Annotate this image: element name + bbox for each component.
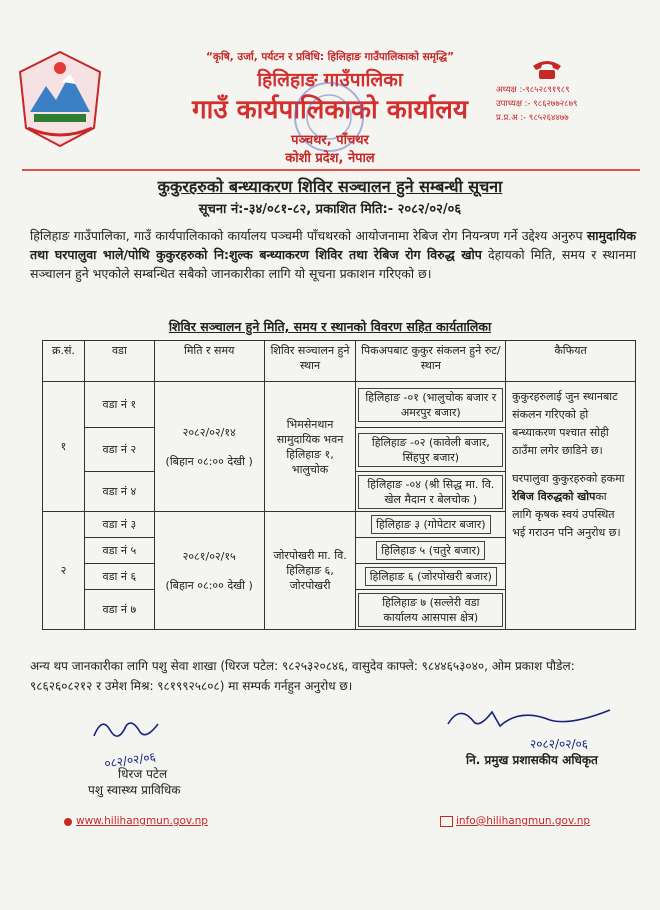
- district-line: पञ्चथर, पाँचथर: [291, 133, 369, 148]
- group-2-time: (बिहान ०८:०० देखी ): [165, 578, 253, 592]
- group-1-date-time: [154, 382, 264, 512]
- remarks-cell: [506, 382, 636, 630]
- route-label: हिलिहाङ -०४ (श्री सिद्ध मा. वि. खेल मैदान र बेलचोक ): [358, 475, 503, 509]
- cao-contact: प्र.प्र.अ :- ९८५२६४४७७: [496, 113, 569, 123]
- header-sn: क्र.सं.: [43, 341, 85, 382]
- route-cell: [356, 382, 506, 428]
- province-line: कोशी प्रदेश, नेपाल: [285, 151, 375, 166]
- route-label: हिलिहाङ ७ (सल्लेरी वडा कार्यालय आसपास क्षेत्र): [358, 593, 503, 627]
- route-label: हिलिहाङ ६ (जोरपोखरी बजार): [365, 567, 497, 586]
- group-1-sn: १: [43, 382, 85, 512]
- group-2-date: २०८१/०२/१५: [182, 549, 236, 563]
- ward-cell: वडा नं ५: [84, 538, 154, 564]
- table-header-row: [43, 341, 636, 382]
- route-label: हिलिहाङ ३ (गोपेटार बजार): [371, 515, 490, 534]
- notice-body: [30, 226, 636, 283]
- group-1-time: (बिहान ०८:०० देखी ): [165, 454, 253, 468]
- remarks-vaccine-highlight: रेबिज विरुद्धको खोप: [512, 490, 596, 503]
- mail-icon: [440, 816, 453, 827]
- route-cell: [356, 538, 506, 564]
- remarks-return-note: कुकुरहरुलाई जुन स्थानबाट संकलन गरिएको हो बन्ध्याकरण पश्चात सोही ठाउँमा लगेर छाडिने छ।: [512, 390, 618, 457]
- left-signature-block: [88, 712, 188, 798]
- group-1-date: २०८२/०२/१४: [182, 425, 236, 439]
- tagline: “कृषि, उर्जा, पर्यटन र प्रविधि: हिलिहाङ गाउँपालिकाको समृद्धि”: [206, 51, 454, 63]
- web-icon: [64, 818, 72, 826]
- ward-cell: वडा नं १: [84, 382, 154, 428]
- route-cell: [356, 590, 506, 630]
- ward-cell: वडा नं २: [84, 428, 154, 472]
- ward-cell: वडा नं ४: [84, 472, 154, 512]
- header-venue: शिविर सञ्चालन हुने स्थान: [264, 341, 356, 382]
- left-signature-date: ०८२/०२/०६: [103, 749, 157, 771]
- right-signature-date: २०८२/०२/०६: [530, 737, 589, 751]
- route-cell: [356, 512, 506, 538]
- header-date-time: मिति र समय: [154, 341, 264, 382]
- header-divider: [22, 169, 640, 171]
- ward-cell: वडा नं ७: [84, 590, 154, 630]
- ward-cell: वडा नं ३: [84, 512, 154, 538]
- notice-body-end: देहायको मिति, समय र स्थानमा सञ्चालन हुने भएकोले सम्बन्धित सबैको जानकारीका लागि यो सूचना प्रकाशन गरिएको छ।: [30, 247, 637, 281]
- chair-contact: अध्यक्ष :-९८५२८९१९८९: [496, 85, 570, 95]
- group-2-sn: २: [43, 512, 85, 630]
- phone-icon: [530, 58, 564, 80]
- table-row: [43, 382, 636, 428]
- left-signature: [88, 712, 188, 746]
- contact-note: अन्य थप जानकारीका लागि पशु सेवा शाखा (धिरज पटेल: ९८२५३२०८४६, वासुदेव काफ्ले: ९८४४६५३०४०, ओम प्रकाश पौडेल: ९८६२६०८२१२ र उमेश मिश्र: ९८१९९२५८०८) मा सम्पर्क गर्नहुन अनुरोध छ।: [30, 659, 575, 693]
- header-ward: वडा: [84, 341, 154, 382]
- left-signer-title: पशु स्वास्थ्य प्राविधिक: [88, 783, 181, 797]
- route-cell: [356, 472, 506, 512]
- right-signer-title: नि. प्रमुख प्रशासकीय अधिकृत: [466, 753, 598, 767]
- email-link[interactable]: info@hilihangmun.gov.np: [456, 815, 591, 827]
- group-2-date-time: [154, 512, 264, 630]
- route-cell: [356, 428, 506, 472]
- ward-cell: वडा नं ६: [84, 564, 154, 590]
- notice-body-highlight: सामुदायिक तथा घरपालुवा भाले/पोथि कुकुरहरुको नि:शुल्क बन्ध्याकरण शिविर तथा रेबिज रोग विरुद्ध खोप: [30, 228, 636, 262]
- notice-title: कुकुरहरुको बन्ध्याकरण शिविर सञ्चालन हुने सम्बन्धी सूचना: [157, 177, 503, 196]
- schedule-caption: शिविर सञ्चालन हुने मिति, समय र स्थानको विवरण सहित कार्यतालिका: [168, 319, 492, 334]
- office-name: गाउँ कार्यपालिकाको कार्यालय: [192, 95, 468, 125]
- contact-numbers: [496, 83, 577, 125]
- route-label: हिलिहाङ -०१ (भालुचोक बजार र अमरपुर बजार): [358, 388, 503, 422]
- left-signer-name: धिरज पटेल: [118, 767, 168, 781]
- route-label: हिलिहाङ -०२ (कावेली बजार, सिंहपुर बजार): [358, 433, 503, 467]
- group-1-venue: भिमसेनथान सामुदायिक भवन हिलिहाङ १, भालुचोक: [264, 382, 356, 512]
- remarks-vaccine-end: का लागि कृषक स्वयं उपस्थित भई गराउन पनि अनुरोध छ।: [512, 490, 621, 539]
- group-2-venue: जोरपोखरी मा. वि. हिलिहाङ ६, जोरपोखरी: [264, 512, 356, 630]
- notice-body-start: हिलिहाङ गाउँपालिका, गाउँ कार्यपालिकाको कार्यालय पञ्चमी पाँचथरको आयोजनामा रेबिज रोग नियन्त्रण गर्ने उद्देश्य अनुरुप: [30, 228, 587, 243]
- header-route: पिकअपबाट कुकुर संकलन हुने रुट/स्थान: [356, 341, 506, 382]
- right-signature: [440, 702, 620, 732]
- remarks-vaccine-start: घरपालुवा कुकुरहरुको हकमा: [512, 472, 625, 485]
- route-cell: [356, 564, 506, 590]
- notice-reference: सूचना नं:-३४/०८१-८२, प्रकाशित मिति:- २०८२/०२/०६: [198, 202, 462, 217]
- right-signature-block: [440, 702, 620, 768]
- header-remarks: कैफियत: [506, 341, 636, 382]
- remarks-vaccine-note: [512, 470, 629, 542]
- vice-chair-contact: उपाध्यक्ष :- ९८६२७७२८७९: [496, 99, 578, 109]
- website-link[interactable]: www.hilihangmun.gov.np: [76, 815, 208, 827]
- schedule-table: [42, 340, 636, 630]
- municipality-name: हिलिहाङ गाउँपालिका: [257, 69, 403, 91]
- route-label: हिलिहाङ ५ (चतुरे बजार): [376, 541, 485, 560]
